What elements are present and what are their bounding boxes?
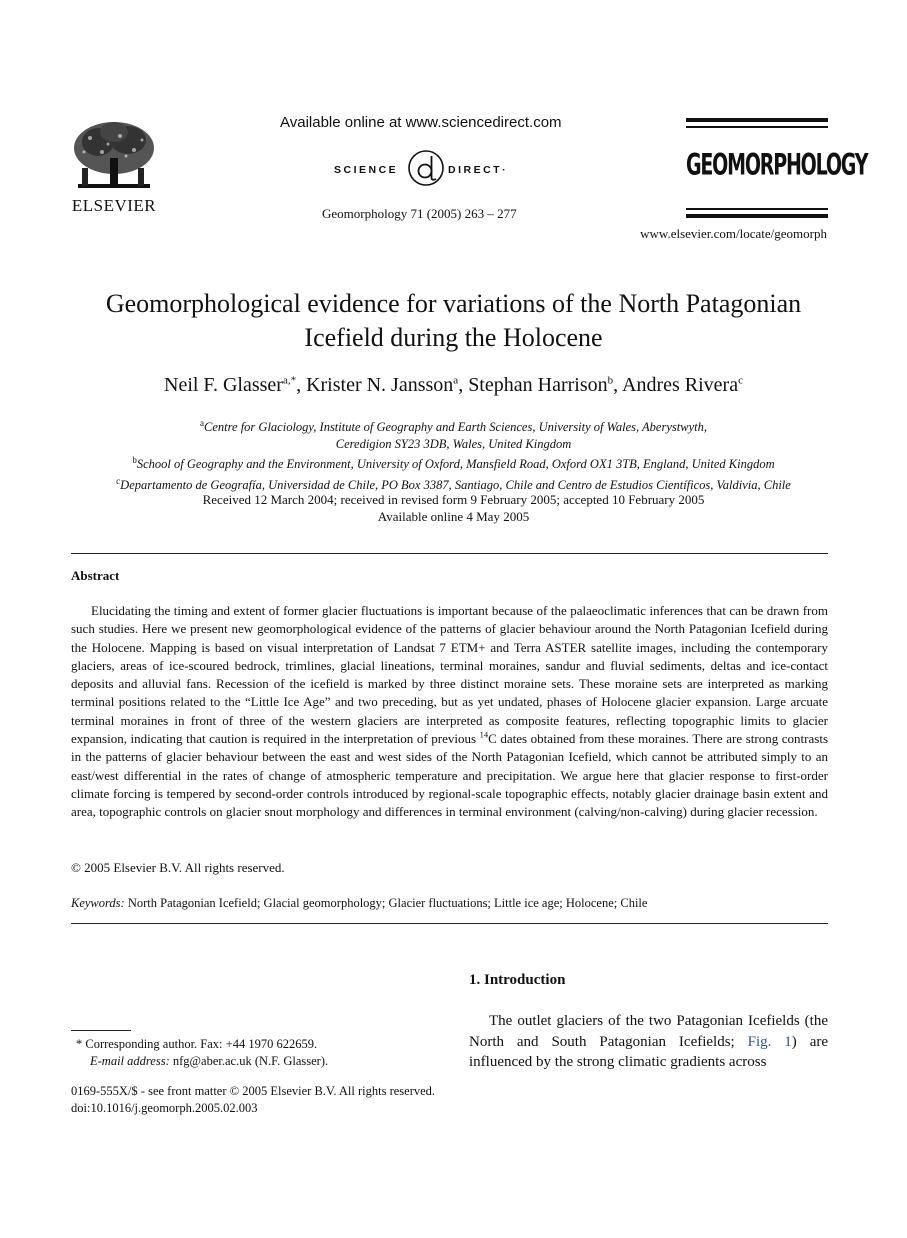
article-title <box>60 287 847 355</box>
author-sup: c <box>738 374 743 387</box>
abstract-text-2: C dates obtained from these moraines. There are strong contrasts in the patterns of glacier behaviour between the east and west sides of the North Patagonian Icefield, which cannot be attributed simply to an east/west differential in the rates of change of atmospheric temperature and precipitation. We argue here that glacier response to first-order climate forcing is tempered by second-order controls introduced by regional-scale topographic effects, notably glacier drainage basin extent and area, topographic controls on glacier snout morphology and differences in terminal environment (calving/non-calving) during glacier recession. <box>71 731 828 820</box>
issn-block <box>71 1083 435 1117</box>
affiliation-b <box>60 452 847 473</box>
figure-link[interactable]: Fig. 1 <box>747 1033 792 1050</box>
abstract-body <box>71 602 828 822</box>
section-heading-introduction: 1. Introduction <box>469 972 566 988</box>
received-dates: Received 12 March 2004; received in revised form 9 February 2005; accepted 10 February 2005 <box>202 492 705 507</box>
keywords-list: North Patagonian Icefield; Glacial geomorphology; Glacier fluctuations; Little ice age; Holocene; Chile <box>127 896 648 910</box>
journal-name: GEOMORPHOLOGY <box>686 148 868 183</box>
intro-text-2: ) are influenced by the strong climatic gradients across <box>469 1033 829 1070</box>
title-line-2: Icefield during the Holocene <box>304 323 603 352</box>
journal-citation: Geomorphology 71 (2005) 263 – 277 <box>322 206 517 221</box>
bar-thin <box>686 208 828 210</box>
journal-bars-top <box>686 118 828 128</box>
intro-text-1: The outlet glaciers of the two Patagonian Icefields (the North and South Patagonian Icefields; <box>469 1013 828 1050</box>
affil-sup: c <box>116 475 121 486</box>
affiliation-a-cont: Ceredigion SY23 3DB, Wales, United Kingdom <box>335 436 572 451</box>
elsevier-tree-icon <box>68 118 160 196</box>
abstract-text-1: Elucidating the timing and extent of former glacier fluctuations is important because of the palaeoclimatic inferences that can be drawn from such studies. Here we present new geomorphological evidence of the patterns of glacier behaviour around the North Patagonian Icefield during the Holocene. Mapping is based on visual interpretation of Landsat 7 ETM+ and Terra ASTER satellite images, including the contemporary glaciers, areas of ice-scoured bedrock, trimlines, glacial lineations, terminal moraines, sandur and fluvial sediments, deltas and ice-contact deposits and alluvial fans. Recession of the icefield is marked by three distinct moraine sets. These moraine sets are interpreted as marking terminal positions related to the “Little Ice Age” and two preceding, but as yet undated, phases of Holocene glacier expansion. Large arcuate terminal moraines in front of three of the western glaciers are interpreted as composite features, reflecting topographic limits to glacier expansion, indicating that caution is required in the interpretation of previous <box>71 603 828 747</box>
author-name: Andres Rivera <box>622 374 739 396</box>
author-sup: a <box>453 374 459 387</box>
divider-bottom <box>71 923 828 924</box>
title-line-1: Geomorphological evidence for variations of the North Patagonian <box>105 289 802 318</box>
available-online-text: Available online at www.sciencedirect.com <box>280 114 562 131</box>
author-sep: , <box>613 374 623 396</box>
affiliation-c <box>60 473 847 494</box>
affil-text: Centre for Glaciology, Institute of Geography and Earth Sciences, University of Wales, Aberystwyth, <box>204 420 707 435</box>
publisher-name: ELSEVIER <box>71 196 157 215</box>
sd-right-word <box>448 164 508 176</box>
available-date: Available online 4 May 2005 <box>377 508 530 524</box>
author-name: Stephan Harrison <box>468 374 608 396</box>
author <box>164 374 306 396</box>
corresponding-author: * Corresponding author. Fax: +44 1970 622659. <box>76 1037 318 1051</box>
email-value[interactable]: nfg@aber.ac.uk (N.F. Glasser). <box>172 1054 329 1068</box>
bar-thin <box>686 126 828 128</box>
bar-thick <box>686 214 828 218</box>
footnote-rule <box>71 1030 131 1031</box>
author <box>306 374 468 396</box>
author-name: Krister N. Jansson <box>306 374 454 396</box>
introduction-body <box>469 1011 828 1073</box>
affil-sup: a <box>200 418 205 428</box>
affiliation-a <box>60 415 847 436</box>
affiliations <box>60 415 847 493</box>
sd-mark: · <box>502 164 509 176</box>
author-list <box>60 374 847 397</box>
sciencedirect-at-icon <box>406 148 446 188</box>
sd-right-label: DIRECT <box>448 164 503 176</box>
email-line <box>76 1053 328 1070</box>
affil-text: Departamento de Geografía, Universidad de Chile, PO Box 3387, Santiago, Chile and Centro de Estudios Científicos, Valdivia, Chile <box>120 477 791 492</box>
author <box>622 374 743 396</box>
journal-bars-bottom <box>686 208 828 218</box>
email-label: E-mail address: <box>90 1054 170 1068</box>
affil-text: School of Geography and the Environment, University of Oxford, Mansfield Road, Oxford OX1 3TB, England, United Kingdom <box>136 457 775 472</box>
divider-top <box>71 553 828 554</box>
elsevier-logo <box>68 118 164 222</box>
abstract-copyright: © 2005 Elsevier B.V. All rights reserved. <box>71 860 285 875</box>
sciencedirect-logo <box>330 150 520 190</box>
affil-sup: b <box>132 455 137 466</box>
author-sup: a,* <box>282 374 297 387</box>
sd-left-word: SCIENCE <box>334 164 399 176</box>
keywords <box>71 896 647 911</box>
author-sup: b <box>607 374 614 387</box>
author-sep: , <box>458 374 469 396</box>
issn-line: 0169-555X/$ - see front matter © 2005 Elsevier B.V. All rights reserved. <box>71 1084 436 1098</box>
doi-line[interactable]: doi:10.1016/j.geomorph.2005.02.003 <box>71 1101 258 1115</box>
journal-url[interactable]: www.elsevier.com/locate/geomorph <box>640 226 827 241</box>
author-sep: , <box>296 374 307 396</box>
isotope-sup: 14 <box>479 729 489 740</box>
bar-thick <box>686 118 828 122</box>
footnotes <box>76 1036 328 1070</box>
author <box>468 374 622 396</box>
abstract-heading: Abstract <box>71 568 120 583</box>
author-name: Neil F. Glasser <box>164 374 283 396</box>
keywords-label: Keywords: <box>71 896 125 910</box>
article-dates <box>60 492 847 525</box>
